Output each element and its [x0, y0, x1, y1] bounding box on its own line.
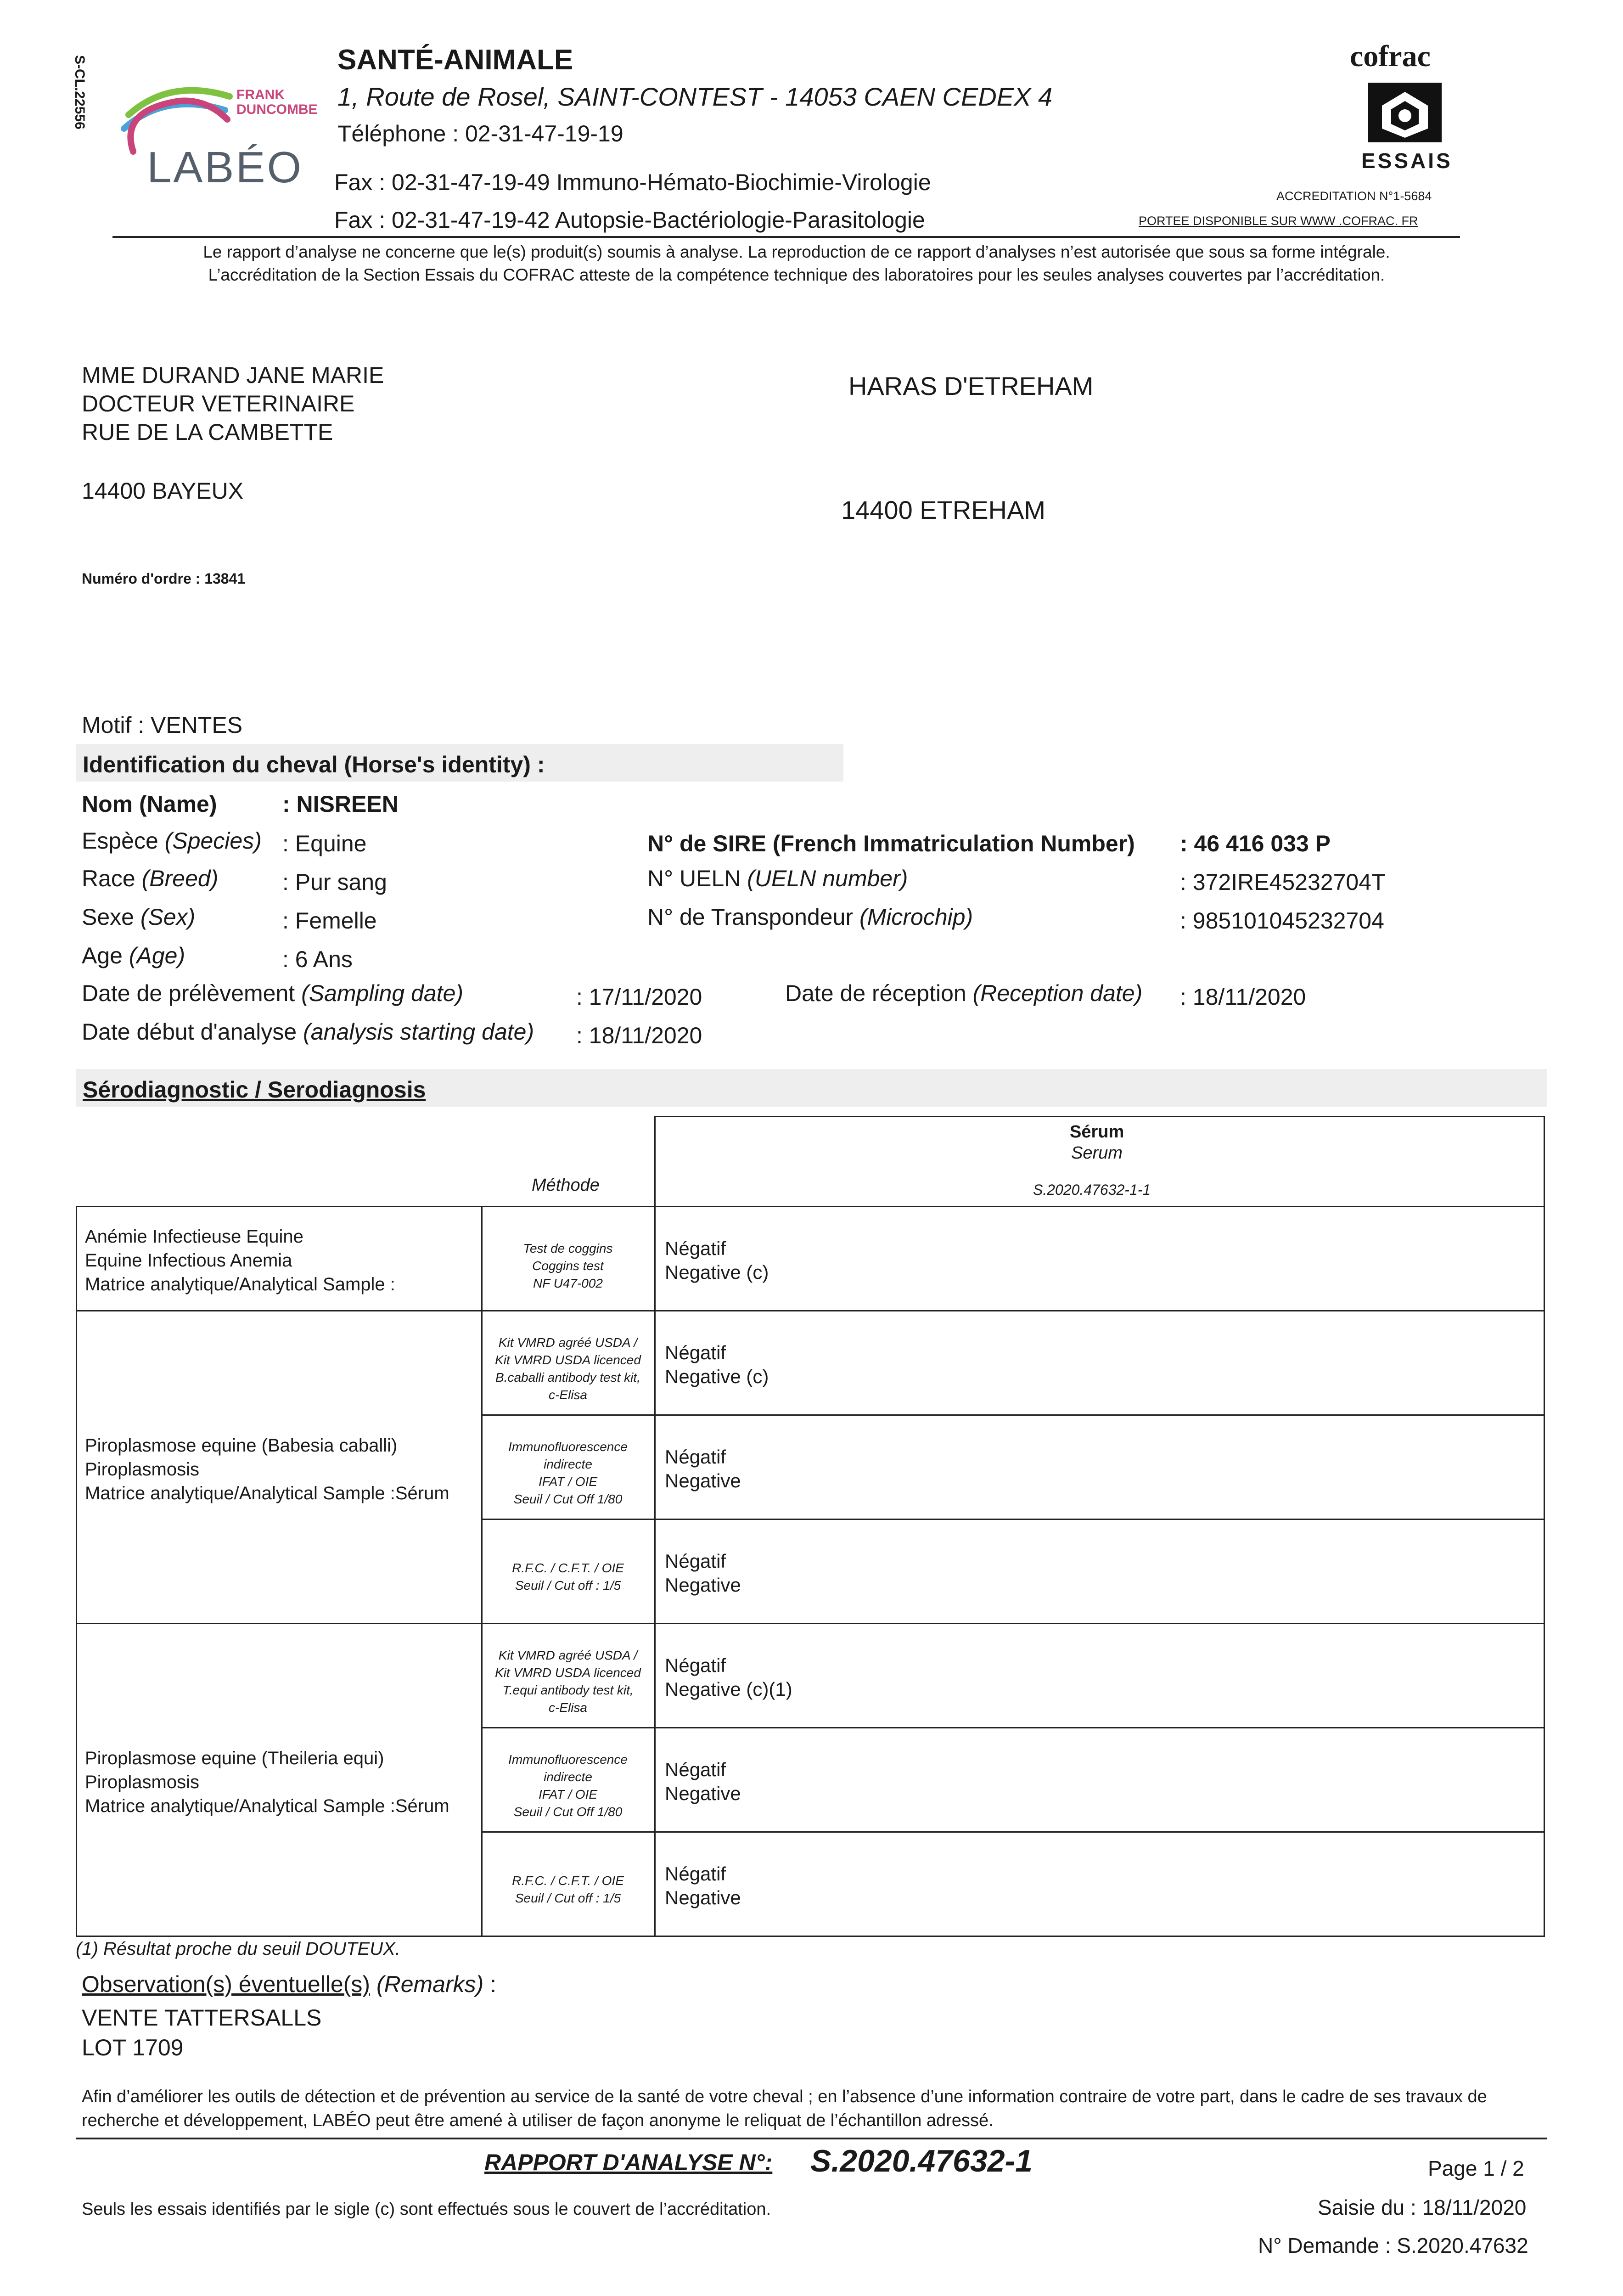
recipient-name: MME DURAND JANE MARIE	[82, 362, 384, 388]
reception-date-label-fr: Date de réception	[785, 980, 966, 1006]
reception-date-label-en: (Reception date)	[972, 980, 1143, 1006]
method-cell	[483, 1872, 653, 1907]
owner-city: 14400 ETREHAM	[841, 495, 1046, 524]
result-cell	[665, 1341, 769, 1389]
result-en: Negative	[665, 1887, 741, 1908]
table-rule	[76, 1206, 77, 1937]
remarks-title-fr: Observation(s) éventuelle(s)	[82, 1971, 371, 1997]
disclaimer-line-2: L’accréditation de la Section Essais du COFRAC atteste de la compétence technique des laboratoires pour les seules analyses couvertes par l’accréditation.	[208, 265, 1385, 284]
method-line: B.caballi antibody test kit,	[495, 1370, 640, 1384]
breed-label-fr: Race	[82, 866, 135, 891]
method-line: Seuil / Cut Off 1/80	[513, 1805, 623, 1819]
transponder-label-en: (Microchip)	[859, 904, 973, 930]
group-line: Piroplasmose equine (Babesia caballi)	[85, 1435, 398, 1456]
table-rule	[1544, 1116, 1545, 1937]
identity-title: Identification du cheval (Horse's identity) :	[83, 752, 545, 777]
method-cell	[483, 1240, 653, 1292]
result-fr: Négatif	[665, 1654, 726, 1676]
transponder-value: : 985101045232704	[1180, 908, 1384, 934]
species-label-fr: Espèce	[82, 828, 158, 854]
disclaimer-line-1: Le rapport d’analyse ne concerne que le(s) produit(s) soumis à analyse. La reproduction de ce rapport d’analyses n’est autorisée que sous sa forme intégrale.	[203, 242, 1390, 261]
logo-text-labeo: LABÉO	[147, 143, 303, 192]
lab-fax-immuno: Fax : 02-31-47-19-49 Immuno-Hémato-Biochimie-Virologie	[334, 169, 931, 195]
ueln-label	[647, 865, 908, 892]
method-cell	[483, 1334, 653, 1404]
breed-label	[82, 865, 218, 892]
cofrac-emblem-icon	[1364, 78, 1446, 147]
method-line: R.F.C. / C.F.T. / OIE	[512, 1561, 624, 1575]
sero-title: Sérodiagnostic / Serodiagnosis	[83, 1077, 426, 1103]
transponder-label	[647, 904, 973, 930]
analysis-date-value: : 18/11/2020	[576, 1023, 702, 1048]
table-rule	[76, 1310, 1545, 1311]
method-line: Coggins test	[532, 1259, 604, 1273]
reception-date-label	[785, 980, 1142, 1007]
species-value: : Equine	[282, 831, 367, 856]
table-rule	[481, 1414, 1545, 1416]
age-label	[82, 942, 185, 969]
method-cell	[483, 1559, 653, 1594]
method-line: c-Elisa	[548, 1388, 587, 1402]
sampling-date-label	[82, 980, 463, 1007]
method-line: Seuil / Cut off : 1/5	[515, 1578, 621, 1593]
group-line: Matrice analytique/Analytical Sample :	[85, 1274, 395, 1294]
table-rule	[654, 1116, 1545, 1117]
cofrac-logo	[1348, 39, 1462, 177]
breed-label-en: (Breed)	[141, 866, 219, 891]
result-en: Negative	[665, 1574, 741, 1596]
method-line: Kit VMRD USDA licenced	[495, 1666, 641, 1680]
sex-label-fr: Sexe	[82, 904, 134, 930]
result-cell	[665, 1237, 769, 1284]
method-line: Immunofluorescence	[508, 1440, 628, 1454]
recipient-street: RUE DE LA CAMBETTE	[82, 419, 333, 445]
table-rule	[76, 1936, 1545, 1937]
document-code: S-CL.22556	[72, 55, 87, 129]
report-number-label: RAPPORT D'ANALYSE N°:	[484, 2150, 773, 2175]
cofrac-essais: ESSAIS	[1361, 149, 1453, 173]
ueln-label-fr: N° UELN	[647, 866, 741, 891]
method-line: R.F.C. / C.F.T. / OIE	[512, 1874, 624, 1888]
order-number: Numéro d'ordre : 13841	[82, 570, 246, 587]
owner-name: HARAS D'ETREHAM	[848, 371, 1094, 400]
header-divider	[112, 236, 1460, 238]
remarks-title	[82, 1971, 496, 1998]
reception-date-value: : 18/11/2020	[1180, 984, 1306, 1010]
result-fr: Négatif	[665, 1759, 726, 1780]
cofrac-link[interactable]: PORTEE DISPONIBLE SUR WWW .COFRAC. FR	[1139, 214, 1418, 228]
ueln-value: : 372IRE45232704T	[1180, 869, 1386, 895]
result-fr: Négatif	[665, 1238, 726, 1259]
group-line: Matrice analytique/Analytical Sample :Sérum	[85, 1796, 449, 1816]
analysis-date-label	[82, 1019, 534, 1045]
ueln-label-en: (UELN number)	[747, 866, 908, 891]
group-line: Piroplasmosis	[85, 1459, 199, 1480]
analysis-date-label-en: (analysis starting date)	[303, 1019, 534, 1045]
table-rule	[654, 1116, 656, 1937]
species-label	[82, 827, 262, 854]
method-line: c-Elisa	[548, 1700, 587, 1715]
result-en: Negative	[665, 1783, 741, 1804]
lab-name: SANTÉ-ANIMALE	[337, 44, 573, 76]
group-label-theileria	[85, 1746, 449, 1818]
remark-line-2: LOT 1709	[82, 2035, 184, 2060]
group-line: Equine Infectious Anemia	[85, 1250, 292, 1271]
transponder-label-fr: N° de Transpondeur	[647, 904, 854, 930]
table-footnote: (1) Résultat proche du seuil DOUTEUX.	[76, 1939, 400, 1959]
result-fr: Négatif	[665, 1863, 726, 1885]
sex-label-en: (Sex)	[140, 904, 196, 930]
age-label-fr: Age	[82, 943, 123, 968]
method-line: Kit VMRD agréé USDA /	[498, 1648, 638, 1662]
entry-date: Saisie du : 18/11/2020	[1318, 2195, 1527, 2219]
result-cell	[665, 1445, 741, 1493]
remarks-title-en: (Remarks)	[376, 1971, 484, 1997]
request-number: N° Demande : S.2020.47632	[1258, 2234, 1528, 2257]
serum-header-en: Serum	[1071, 1143, 1123, 1163]
group-line: Anémie Infectieuse Equine	[85, 1227, 303, 1247]
analysis-date-label-fr: Date début d'analyse	[82, 1019, 297, 1045]
result-cell	[665, 1654, 792, 1701]
method-line: NF U47-002	[533, 1276, 603, 1290]
method-line: indirecte	[544, 1457, 592, 1471]
logo-text-duncombe: DUNCOMBE	[236, 102, 318, 117]
result-cell	[665, 1862, 741, 1910]
species-label-en: (Species)	[164, 828, 262, 854]
method-cell	[483, 1647, 653, 1716]
accreditation-number: ACCREDITATION N°1-5684	[1276, 189, 1432, 203]
method-cell	[483, 1751, 653, 1821]
breed-value: : Pur sang	[282, 869, 387, 895]
age-value: : 6 Ans	[282, 946, 353, 972]
method-line: Immunofluorescence	[508, 1752, 628, 1767]
lab-address: 1, Route de Rosel, SAINT-CONTEST - 14053 CAEN CEDEX 4	[337, 82, 1053, 111]
table-rule	[76, 1206, 1545, 1207]
group-label-babesia	[85, 1434, 449, 1505]
sire-label: N° de SIRE (French Immatriculation Number)	[647, 831, 1135, 856]
method-line: Seuil / Cut off : 1/5	[515, 1891, 621, 1905]
sex-label	[82, 904, 195, 930]
name-label: Nom (Name)	[82, 791, 217, 817]
recipient-city: 14400 BAYEUX	[82, 478, 244, 504]
info-text: Afin d’améliorer les outils de détection et de prévention au service de la santé de votre cheval ; en l’absence d’une information contraire de votre part, dans le cadre de ses travaux de recherche et développement, LABÉO peut être amené à utiliser de façon anonyme le reliquat de l’échantillon adressé.	[82, 2087, 1487, 2130]
result-cell	[665, 1758, 741, 1806]
method-line: Test de coggins	[523, 1241, 613, 1255]
sampling-date-label-en: (Sampling date)	[301, 980, 464, 1006]
table-rule	[481, 1206, 483, 1937]
result-en: Negative (c)(1)	[665, 1678, 792, 1700]
sampling-date-value: : 17/11/2020	[576, 984, 702, 1010]
result-fr: Négatif	[665, 1446, 726, 1468]
method-cell	[483, 1438, 653, 1508]
result-en: Negative	[665, 1470, 741, 1491]
lab-phone: Téléphone : 02-31-47-19-19	[337, 121, 623, 146]
accreditation-note: Seuls les essais identifiés par le sigle (c) sont effectués sous le couvert de l’accréditation.	[82, 2200, 771, 2219]
motif: Motif : VENTES	[82, 712, 243, 738]
result-fr: Négatif	[665, 1550, 726, 1572]
sampling-date-label-fr: Date de prélèvement	[82, 980, 295, 1006]
method-line: Seuil / Cut Off 1/80	[513, 1492, 623, 1506]
group-line: Piroplasmose equine (Theileria equi)	[85, 1748, 384, 1768]
result-fr: Négatif	[665, 1342, 726, 1363]
sire-value: : 46 416 033 P	[1180, 831, 1331, 856]
cofrac-wordmark: cofrac	[1350, 39, 1431, 73]
method-line: IFAT / OIE	[538, 1787, 598, 1801]
table-rule	[481, 1831, 1545, 1833]
sex-value: : Femelle	[282, 908, 377, 934]
logo-text-frank: FRANK	[236, 87, 285, 102]
page-number: Page 1 / 2	[1428, 2156, 1524, 2180]
table-rule	[76, 1623, 1545, 1624]
age-label-en: (Age)	[129, 943, 185, 968]
serum-header-fr: Sérum	[1070, 1122, 1124, 1142]
remarks-title-colon: :	[490, 1971, 497, 1997]
methode-header: Méthode	[532, 1176, 600, 1195]
labeo-logo	[115, 73, 326, 193]
sample-id: S.2020.47632-1-1	[1033, 1182, 1151, 1198]
result-cell	[665, 1549, 741, 1597]
lab-fax-autopsie: Fax : 02-31-47-19-42 Autopsie-Bactériologie-Parasitologie	[334, 207, 925, 233]
group-label-anemia	[85, 1225, 395, 1296]
result-en: Negative (c)	[665, 1261, 769, 1283]
method-line: Kit VMRD agréé USDA /	[498, 1335, 638, 1350]
method-line: T.equi antibody test kit,	[502, 1683, 634, 1697]
result-en: Negative (c)	[665, 1366, 769, 1387]
table-rule	[481, 1727, 1545, 1728]
method-line: Kit VMRD USDA licenced	[495, 1353, 641, 1367]
method-line: indirecte	[544, 1770, 592, 1784]
remark-line-1: VENTE TATTERSALLS	[82, 2005, 322, 2031]
name-value: : NISREEN	[282, 791, 399, 817]
recipient-title: DOCTEUR VETERINAIRE	[82, 391, 355, 416]
footer-divider	[76, 2138, 1547, 2139]
group-line: Matrice analytique/Analytical Sample :Sérum	[85, 1483, 449, 1503]
table-rule	[481, 1519, 1545, 1520]
method-line: IFAT / OIE	[538, 1474, 598, 1489]
group-line: Piroplasmosis	[85, 1772, 199, 1792]
report-number: S.2020.47632-1	[810, 2144, 1033, 2178]
